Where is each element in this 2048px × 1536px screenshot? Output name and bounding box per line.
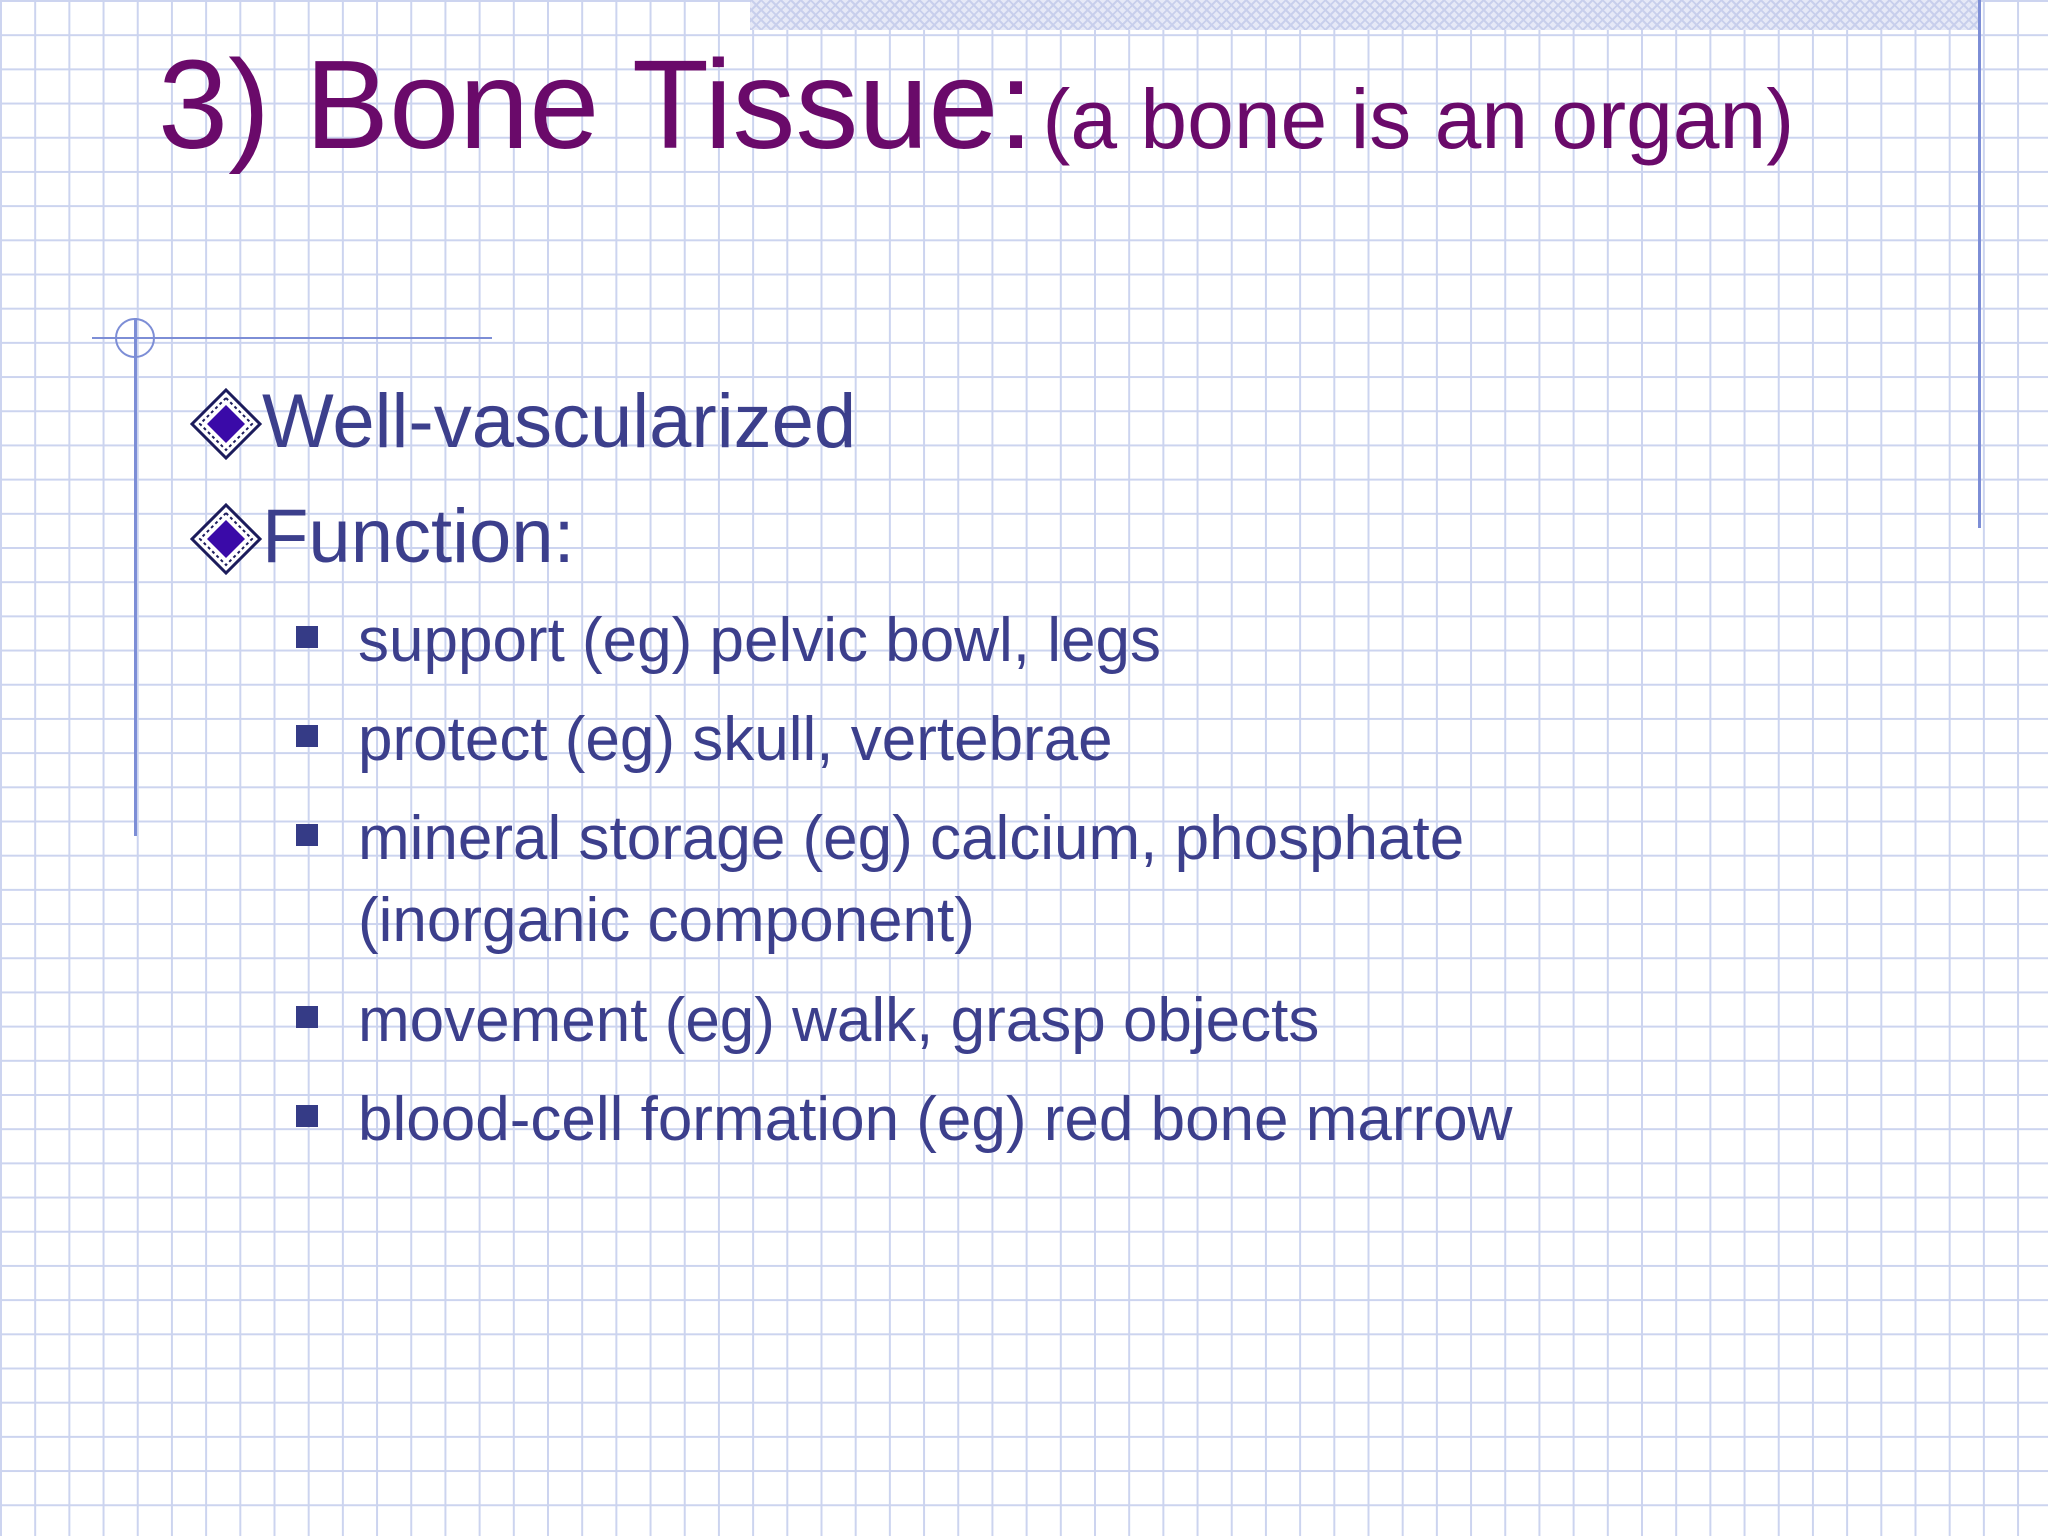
title-main: 3) Bone Tissue: xyxy=(158,34,1034,175)
diamond-bullet-icon xyxy=(190,499,262,575)
square-bullet-icon xyxy=(296,1105,318,1127)
square-bullet-icon xyxy=(296,626,318,648)
square-bullet-icon xyxy=(296,1006,318,1028)
bullet-text: Function: xyxy=(262,494,575,579)
sub-bullet-text: mineral storage (eg) calcium, phosphate (inorganic component) xyxy=(358,804,1465,955)
square-bullet-icon xyxy=(296,824,318,846)
sub-bullet-text: movement (eg) walk, grasp objects xyxy=(358,986,1320,1055)
bullet-item xyxy=(190,379,857,464)
sub-bullet-text: support (eg) pelvic bowl, legs xyxy=(358,606,1161,675)
sub-bullet-item xyxy=(296,1079,1696,1161)
sub-bullet-item xyxy=(296,699,1696,781)
square-bullet-icon xyxy=(296,725,318,747)
sub-bullet-item xyxy=(296,980,1696,1062)
bullet-text: Well-vascularized xyxy=(262,379,857,464)
sub-bullet-item xyxy=(296,600,1696,682)
title-subtitle: (a bone is an organ) xyxy=(1042,72,1795,166)
sub-bullet-text: blood-cell formation (eg) red bone marrow xyxy=(358,1085,1513,1154)
diamond-bullet-icon xyxy=(190,384,262,460)
sub-bullet-item xyxy=(296,798,1616,962)
sub-bullet-text: protect (eg) skull, vertebrae xyxy=(358,705,1113,774)
bullet-item xyxy=(190,494,575,579)
